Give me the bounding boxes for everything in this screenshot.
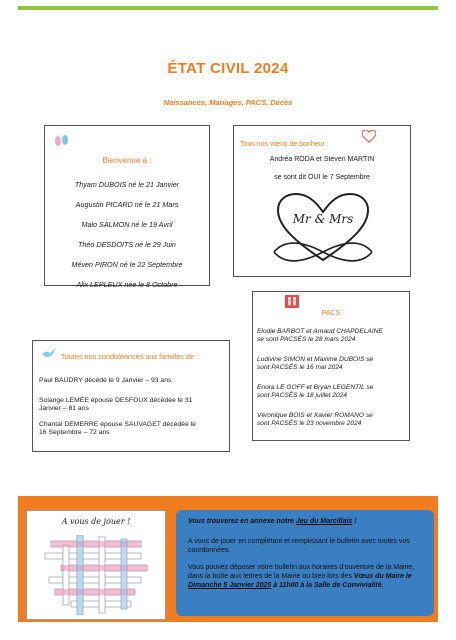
pacs-title: PACS bbox=[321, 310, 341, 317]
info-text: Vous trouverez en annexe notre bbox=[188, 518, 296, 525]
wedding-text: se sont dit OUI le 7 Septembre bbox=[274, 174, 370, 181]
pacs-text: se sont PACSÉS le 28 mars 2024 bbox=[257, 336, 356, 344]
game-link[interactable]: Jeu du Marcillais bbox=[295, 518, 353, 525]
game-title: A vous de jouer ! bbox=[61, 517, 131, 526]
pacs-names: Ludivine SIMON et Maxime DUBOIS se bbox=[257, 356, 374, 363]
page-title: ÉTAT CIVIL 2024 bbox=[167, 60, 289, 77]
pacs-names: Enora LE GOFF et Bryan LEGENTIL se bbox=[257, 384, 374, 391]
info-text: Vœux du Maire le bbox=[353, 572, 412, 580]
birth-item: Thyam DUBOIS né le 21 Janvier bbox=[74, 180, 180, 189]
info-text: ! bbox=[352, 518, 357, 525]
crossword-card bbox=[26, 510, 166, 620]
weddings-title: Tous nos vœux de bonheur : bbox=[240, 141, 329, 148]
birth-item: Augustin PICARD né le 21 Mars bbox=[75, 200, 179, 209]
pacs-text: sont PACSÉS le 23 novembre 2024 bbox=[257, 420, 362, 428]
condolence-line: Janvier – 81 ans bbox=[39, 405, 89, 413]
condolence-entry bbox=[39, 377, 225, 385]
page-subtitle: Naissances, Mariages, PACS, Décès bbox=[163, 98, 293, 107]
condolence-entry bbox=[39, 421, 225, 438]
dove-icon bbox=[41, 347, 57, 359]
info-box bbox=[176, 510, 434, 616]
wedding-couple: Andréa RODA et Steven MARTIN bbox=[269, 156, 375, 163]
condolences-card bbox=[32, 340, 230, 452]
info-announcement bbox=[188, 518, 428, 527]
births-card bbox=[44, 125, 210, 289]
condolence-line: Paul BAUDRY décédé le 9 Janvier – 93 ans bbox=[39, 377, 172, 384]
top-accent-bar bbox=[18, 6, 438, 10]
pacs-entry bbox=[257, 384, 407, 400]
pacs-entry bbox=[257, 328, 407, 344]
info-text: à 11h00 à la Salle de Convivialité. bbox=[271, 581, 384, 589]
pacs-text: sont PACSÉS le 16 mai 2024 bbox=[257, 364, 343, 372]
pacs-names: Elodie BARBOT et Arnaud CHAPDELAINE bbox=[257, 328, 383, 335]
birth-item: Théo DESDOITS né le 29 Juin bbox=[78, 240, 176, 249]
condolence-entry bbox=[39, 397, 225, 414]
condolence-line: Solange LEMÉE épouse DESFOUX décédée le 31 bbox=[39, 397, 193, 404]
heart-icon bbox=[362, 130, 376, 143]
couple-icon bbox=[285, 295, 299, 308]
birth-item: Méven PIRON né le 22 Septembre bbox=[71, 260, 183, 269]
birth-item: Malo SALMON né le 19 Avril bbox=[81, 220, 173, 229]
info-instructions: A vous de jouer en complétant et remplissant le bulletin avec toutes vos coordonnées. bbox=[188, 538, 410, 554]
pacs-names: Véronique BOIS et Xavier ROMANO se bbox=[257, 412, 373, 419]
pacs-entry bbox=[257, 356, 407, 372]
condolence-line: 16 Septembre – 72 ans bbox=[39, 429, 110, 437]
crossword-grid-icon bbox=[41, 535, 153, 615]
mr-mrs-infinity-heart-icon bbox=[270, 190, 376, 268]
pacs-entry bbox=[257, 412, 407, 428]
condolence-line: Chantal DEMERRE épouse SAUVAGET décédée le bbox=[39, 421, 196, 428]
pacs-text: sont PACSÉS le 18 juillet 2024 bbox=[257, 392, 348, 400]
pacs-card bbox=[252, 291, 410, 441]
birth-item: Alix LEPLEUX née le 8 Octobre bbox=[76, 280, 178, 289]
condolences-title: Toutes nos condoléances aux familles de : bbox=[61, 352, 199, 361]
weddings-card bbox=[233, 125, 411, 277]
info-deposit bbox=[188, 564, 428, 590]
wedding-emblem-text: Mr & Mrs bbox=[292, 212, 354, 226]
births-title: Bienvenue à : bbox=[102, 156, 152, 165]
info-text: Vous pouvez déposer votre bulletin aux horaires d'ouverture de la Mairie, dans la boîte aux lettres de la Mairie ou bien lors des bbox=[188, 564, 415, 580]
baby-feet-icon bbox=[53, 132, 71, 148]
event-date: Dimanche 5 Janvier 2025 bbox=[188, 581, 272, 589]
